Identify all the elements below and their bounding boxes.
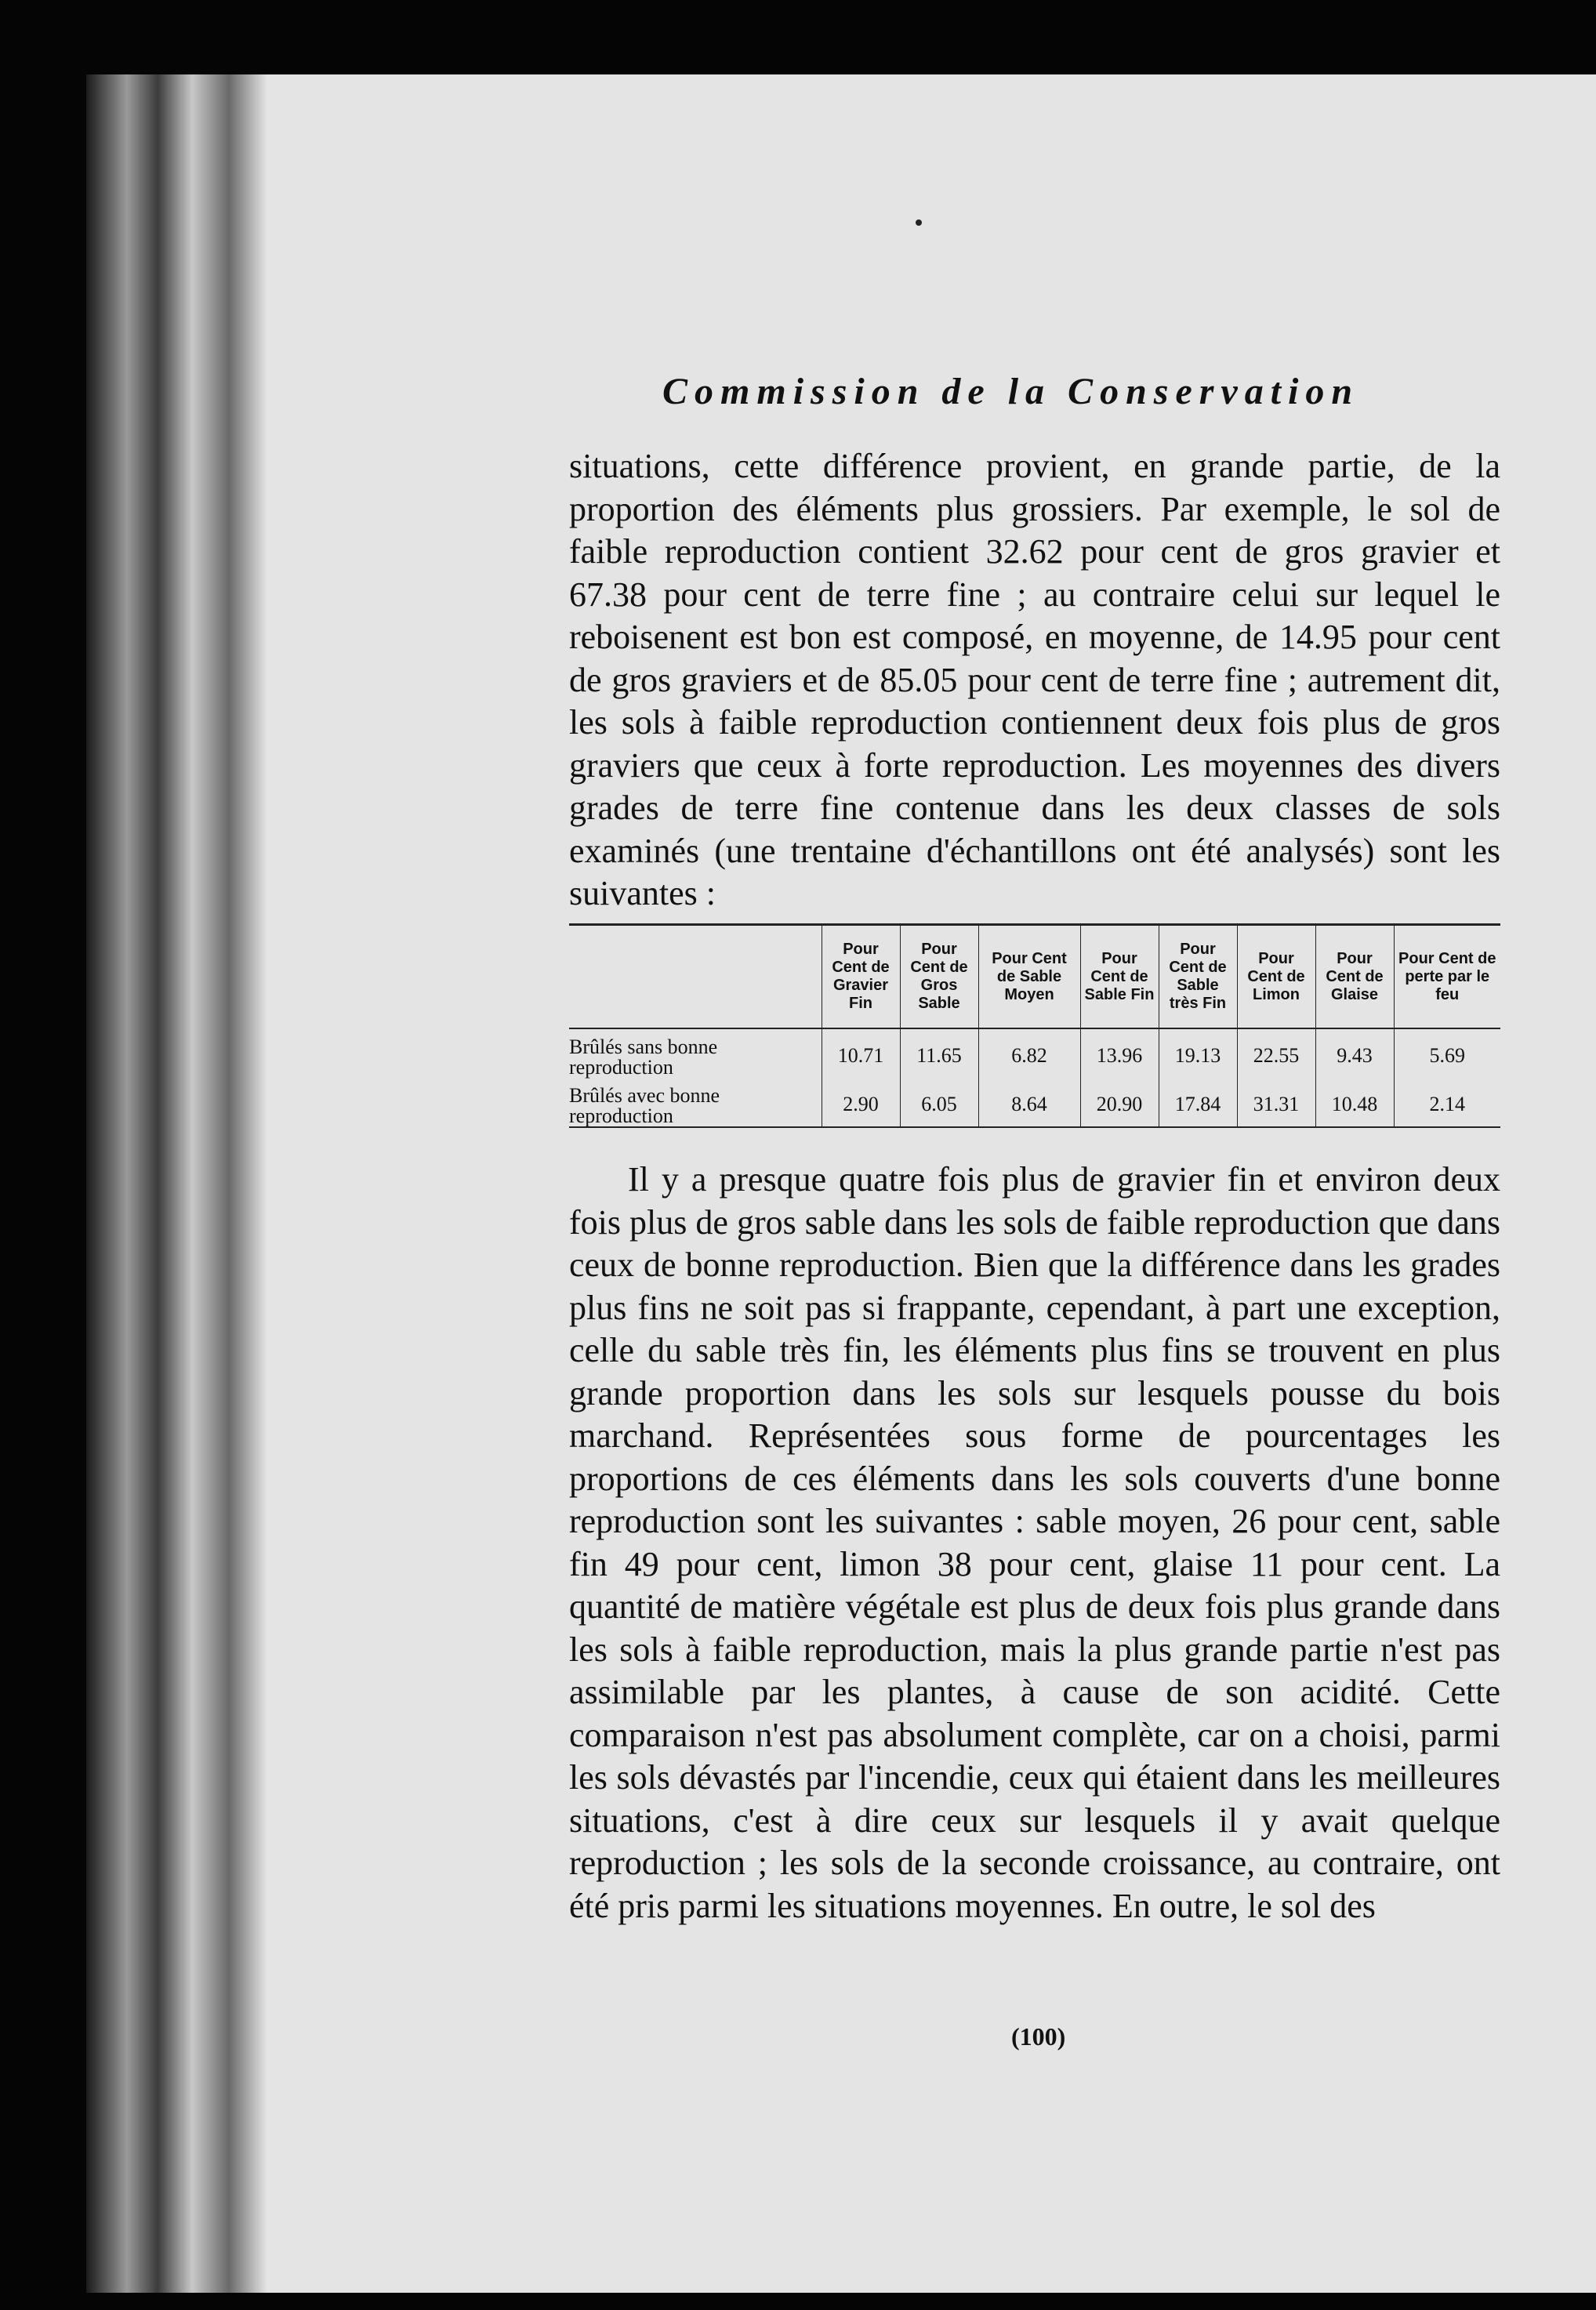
table-cell: 22.55 [1237,1028,1315,1078]
header-glaise: Pour Cent de Glaise [1315,925,1394,1029]
table-header-row [569,925,1500,1029]
book-page-edges [86,74,290,2293]
paragraph-2: Il y a presque quatre fois plus de gravier fin et environ deux fois plus de gros sable dans les sols de faible reproduction que dans ceux de bonne reproduction. Bien que la différence dans les grades plus fins ne soit pas si frappante, cependant, à part une exception, celle du sable très fin, les éléments plus fins se trouvent en plus grande proportion dans les sols sur lesquels pousse du bois marchand. Représentées sous forme de pourcentages les proportions de ces éléments dans les sols couverts d'une bonne reproduction sont les suivantes : sable moyen, 26 pour cent, sable fin 49 pour cent, limon 38 pour cent, glaise 11 pour cent. La quantité de matière végétale est plus de deux fois plus grande dans les sols à faible reproduction, mais la plus grande partie n'est pas assimilable par les plantes, à cause de son acidité. Cette comparaison n'est pas absolument complète, car on a choisi, parmi les sols dévastés par l'incendie, ceux qui étaient dans les meilleures situations, c'est à dire ceux sur lesquels il y avait quelque reproduction ; les sols de la seconde croissance, au contraire, ont été pris parmi les situations moyennes. En outre, le sol des [569,1160,1500,1925]
table-cell: 11.65 [900,1028,978,1078]
table-row [569,1078,1500,1127]
page-number: (100) [1011,2022,1066,2051]
table-row [569,1028,1500,1078]
table-cell: 6.05 [900,1078,978,1127]
header-sable-tres-fin: Pour Cent de Sable très Fin [1159,925,1237,1029]
soil-composition-table [569,923,1500,1128]
header-limon: Pour Cent de Limon [1237,925,1315,1029]
table-corner-cell [569,925,822,1029]
table-cell: 31.31 [1237,1078,1315,1127]
table-cell: 5.69 [1394,1028,1500,1078]
ink-dot [916,219,922,226]
table-cell: 2.14 [1394,1078,1500,1127]
table-cell: 13.96 [1080,1028,1159,1078]
row-label: Brûlés sans bonne reproduction [569,1035,718,1079]
table-cell: 10.48 [1315,1078,1394,1127]
table-cell: 2.90 [822,1078,900,1127]
table-cell: 8.64 [978,1078,1080,1127]
table-cell: 10.71 [822,1028,900,1078]
paragraph-1: situations, cette différence provient, en grande partie, de la proportion des éléments plus grossiers. Par exemple, le sol de faible reproduction contient 32.62 pour cent de gros gravier et 67.38 pour cent de terre fine ; au contraire celui sur lequel le reboisenent est bon est composé, en moyenne, de 14.95 pour cent de gros graviers et de 85.05 pour cent de terre fine ; autrement dit, les sols à faible reproduction contiennent deux fois plus de gros graviers que ceux à forte reproduction. Les moyennes des divers grades de terre fine contenue dans les deux classes de sols examinés (une trentaine d'échantillons ont été analysés) sont les suivantes : [569,447,1500,912]
table-cell: 6.82 [978,1028,1080,1078]
table-cell: 19.13 [1159,1028,1237,1078]
table-cell: 20.90 [1080,1078,1159,1127]
table-cell: 17.84 [1159,1078,1237,1127]
running-head: Commission de la Conservation [662,371,1360,412]
header-sable-fin: Pour Cent de Sable Fin [1080,925,1159,1029]
row-label: Brûlés avec bonne reproduction [569,1084,720,1127]
header-gravier-fin: Pour Cent de Gravier Fin [822,925,900,1029]
header-gros-sable: Pour Cent de Gros Sable [900,925,978,1029]
table-cell: 9.43 [1315,1028,1394,1078]
header-perte-feu: Pour Cent de perte par le feu [1394,925,1500,1029]
header-sable-moyen: Pour Cent de Sable Moyen [978,925,1080,1029]
